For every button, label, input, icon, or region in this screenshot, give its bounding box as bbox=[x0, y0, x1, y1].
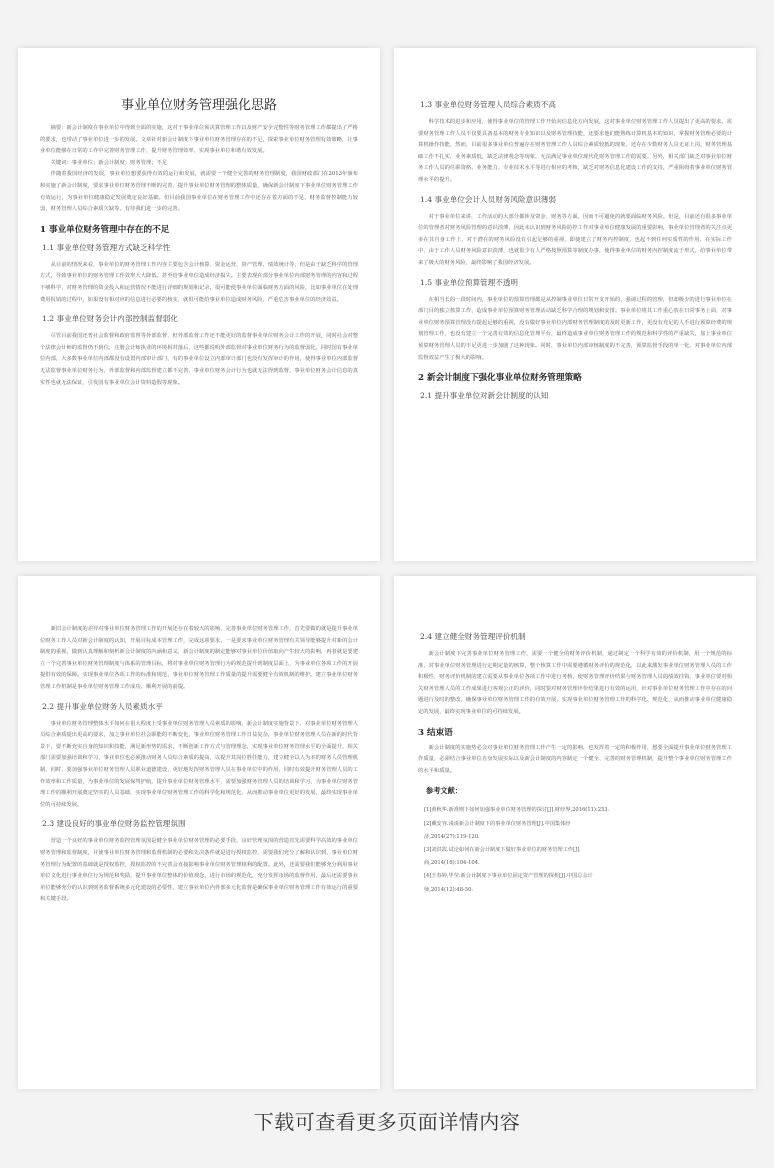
subsection-heading-2-3: 2.3 建设良好的事业单位财务监控管理氛围 bbox=[42, 819, 186, 829]
paragraph-1-3: 科学技术的进步和应用，使得事业单位的管理工作开始向信息化方向发展，这对事业单位财务管理工作人员提出了更高的要求，需要财务管理工作人员不仅要具备基本的财务专业知识以及财务管理技能，还要求他们能熟练计算机基本的知识，掌握财务管理必要的计算机操作技能，然而，目前很多事业单位普遍存在财务管理工作人员综合素质较低的现象，还存在少数财务人员无证上岗，财务管理基础工作不扎实，业务素质低，缺乏法律观念等现象，无法满足事业单位现代化财务管理工作的需要。另外，相关部门缺乏对事业单位财务工作人员的任职资格、业务能力、专业技术水平等进行相应的考核，缺乏对财务信息化建设工作的支持，严重阻碍着事业单位财务管理水平的提升。 bbox=[418, 119, 732, 183]
subsection-heading-2-1: 2.1 提升事业单位对新会计制度的认知 bbox=[420, 391, 549, 401]
references-heading: 参考文献： bbox=[426, 786, 462, 796]
reference-line: 商,2014(16):104-104. bbox=[424, 860, 480, 867]
document-page-1 bbox=[18, 48, 380, 561]
paragraph-2-4: 新会计制度下完善事业单位财务管理工作，需要一个健全的财务评价机制，通过制定一个科学有效的评价机制，用一个规范的标准，对事业单位财务管理进行定期定量的核算，整个核算工作中需要遵循财务评价的规范化，以此来激发事业单位财务管理人员的工作积极性，财务评价机制的建立需要从事业单位各项工作中进行考核，使财务管理评价结果与财务管理人员的绩效挂钩，事业单位要对相关财务管理人员的工作成果进行客观公正的评价，同时要对财务管理评价结果进行有效的运用，针对事业单位财务管理工作中存在的问题进行及时的整改，确保事业单位财务管理工作的有效开展，实现事业单位财务管理工作的科学化、规范化，从而推动事业单位健康稳定的发展，最终实现事业单位的可持续发展。 bbox=[418, 651, 732, 715]
document-page-2 bbox=[394, 48, 756, 561]
reference-line: [1]黄秋华.新准则下如何加强事业单位财务管理的探讨[J].财经界,2016(11):253. bbox=[424, 807, 610, 814]
subsection-heading-1-3: 1.3 事业单位财务管理人员综合素质不高 bbox=[420, 100, 556, 109]
abstract: 摘要：新会计制度在事业单位中得到全面的实施，这对于事业单位预决算管理工作以及财产安全完整性等财务管理工作都提出了严格的要求，也带动了事业单位进一步的发展。文章针对新会计制度下事业单位财务管理存在的不足，探索事业单位财务管理有效策略，让事业单位能够在日常的工作中完善财务管理工作，提升财务管理效率，实现事业单位和谐有效发展。 bbox=[40, 125, 358, 155]
reference-line: 师,2014(12):48-50. bbox=[424, 886, 474, 893]
paragraph-2-3: 营造一个良好的事业单位财务监控管理氛围是健全事业单位财务管理的必要手段，良好管理氛围的营造首先需要科学高效的事业单位财务管理和监督制度，并使事业单位财务管理和监督机制的必要和先决条件就是进行授权监控，需要我们充分了解和认识到，事业单位财务管理行为配置的基础就是授权监控，授权监控的不完善会直接影响事业单位财务管理权利的配置。此外，还需要我们能够充分利用事业单位文化进行事业单位行为规范和奖励，提升事业单位整体的价值观念，进行市场的规范化，充分发挥市场的监督作用，最后还需要事业单位能够充分的认识到财务监督系统多元化建设的必要性，建立事业单位内外部多元化监督是确保事业单位财务管理工作有效运行的重要和关键手段。 bbox=[40, 838, 358, 903]
subsection-heading-1-1: 1.1 事业单位财务管理方式缺乏科学性 bbox=[42, 242, 171, 252]
document-page-3 bbox=[18, 576, 380, 1089]
paragraph-1-1: 从目前的情况来看，事业单位的财务管理工作内容主要包含会计核算、资金运营、资产管理、绩效统计等，但是由于缺乏科学的管理方式，导致事业单位的财务管理工作效率大大降低。甚至给事业单位造成经济损失。主要表现在部分事业单位内部财务管理的内容和过程不够科学，对财务管理的资金投入和运营情况不能进行详细的规划和记录，很可能使事业单位面临财务方面的风险，比如事业单位在处理费用报销的过程中，如果没有相对应的信息进行必要的核实，就很可能给事业单位造成财务风险，严重危害事业单位的经济效益。 bbox=[40, 261, 358, 303]
reference-line: [3]刘洪霞.试论如何在新会计制度下做好事业单位的财务管理工作[J]. bbox=[424, 846, 581, 853]
intro-paragraph: 伴随着我国经济的发展，事业单位想要获得有效的运行和发展，就需要一个健全完善的财务管理制度，我国财政部门在2013年颁布和实施了新会计制度，要求事业单位财务管理不断的完善，提升事业单位财务管理的整体质量，确保新会计制度下事业单位财务管理工作有效运行，为事业单位健康稳定发展奠定良好基础。但目前我国事业单位在财务管理工作中还存在着方面的不足，财务监督控制能力较弱，财务管理人员综合素质欠缺等，有待我们进一步的完善。 bbox=[40, 171, 358, 213]
document-page-4 bbox=[394, 576, 756, 1089]
subsection-heading-1-5: 1.5 事业单位预算管理不透明 bbox=[420, 277, 519, 287]
paragraph-3: 新会计制度的实施势必会对事业单位财务管理工作产生一定的影响，也发挥着一定的积极作用，想要全面提升事业单位财务管理工作质量，必须结合事业单位自身发展实际以及新会计制度的内容制定一个健全、完善的财务管理机制，提升整个事业单位财务管理工作的水平和质量。 bbox=[418, 744, 732, 774]
paragraph-1-2: 尽管目前我国还普社会监督和政府监督等外部监督，但外部监督工作还不能更好的监督事业单位财务会计工作的开展，同时社会对整个法律会计师的监督仍不到位，注册会计师执业的环境相对落后，这些都说明外部监督对事业单位财务行为的监督弱化。同时国有事业单位内部，大多数事业单位内部都没有设置内部审计部门，有的事业单位设立内部审计部门也没有发挥审计的作用，使得事业单位内部监督无法监督事业单位财务行为，外部监督和内部监督建立都不完善，事业单位财务会计行为也就无法得到监督，事业单位财务会计信息的真实性也就无法保证，引发国有事业单位会计资料造假等现象。 bbox=[40, 333, 358, 386]
reference-line: 济,2014(27):119-120. bbox=[424, 833, 480, 840]
paragraph-1-4: 对于事业单位来讲，工作活动的大部分都涉及资金、财务等方面，因而不可避免的就要面临财务风险。但是，目前还有很多事业单位的管理者对财务风险管理的意识淡薄，因此未认识到财务风险防控工作对事业单位健康发展的重要影响，事业单位管理者的关注点更多在其自身工作上，对于潜在的财务风险没有引起足够的重视，即使建立了财务内控制度，也起不到任何实质性的作用，在实际工作中，由于工作人员财务风险意识淡薄，也就很少有人严格按照预算等制度办事，使得事业单位的财务内控制度流于形式，给事业单位带来了极大的财务风险，最终影响了我国经济发展。 bbox=[418, 213, 732, 266]
paragraph-2-2: 事业单位财务管理整体水平如何在很大程度上受事业单位财务管理人员素质的影响，新会计制度实施背景下，对事业单位财务管理人员综合素质提出更高的要求，加之事业单位社会职能的不断变化，事业单位财务管理工作日益复杂，事业单位财务管理人员在新的时代背景下，要不断充实自身的知识和技能，满足新形势的需求，不断创新工作方式与管理理念，实现事业单位财务管理水平的全面提升，相关部门需要加强培训和学习，事业单位也必须推动财务人员综合素质的提高，以提升其岗位胜任能力，建立健全以人为本的财务人员管理机制，同时，要加强事业单位财务管理人员职业道德建设，更好地发挥财务管理人员在事业单位中的作用，同时有效提升财务管理人员的工作效率和工作质量，为事业单位的发展保驾护航，提升事业单位财务管理水平，需要加强财务管理人员的培训和学习，为事业单位财务管理工作的顺利开展奠定坚实的人员基础，实现事业单位财务管理工作的科学化和规范化，从而推动事业单位更好的发展，最终实现事业单位的可持续发展。 bbox=[40, 720, 358, 808]
subsection-heading-1-4: 1.4 事业单位会计人员财务风险意识薄弱 bbox=[420, 194, 556, 204]
download-more-link[interactable]: 下载可查看更多页面详情内容 bbox=[253, 1110, 521, 1134]
paragraph-2-1: 新旧会计制度的差异对事业单位财务管理工作的开展还存在着较大的影响，完善事业单位财务管理工作，首先要做的就是提升事业单位财务工作人员对新会计制度的认知，开展目标成本管理工作，完成这项要求，一是要求事业单位财务管理有关领导能够提升对新的会计制度的重视，做到认真理解和刻析新会计制度的内涵和意义，新会计制度的制定能够对事业单位价值取向产生较大的影响，再者就是要建立一个完善事业单位财务管理制度与体系的管理目标，将对事业单位财务管理行为的规范提升到制度层面上，为事业单位各项工作的开展提供有效的保障。实现事业单位各项工作的标准和规范，事业单位财务管理工作质量的提升需要健全有效机制的维护，建立事业单位财务管理工作机制是事业单位财务管理工作成功、顺利开展的前提。 bbox=[40, 626, 358, 690]
document-title: 事业单位财务管理强化思路 bbox=[120, 98, 277, 113]
reference-line: [2]戴安容.浅谈新会计制度下的事业单位财务管理[J].中国集体经 bbox=[424, 820, 571, 827]
subsection-heading-1-2: 1.2 事业单位财务会计内部控制监督弱化 bbox=[42, 314, 178, 324]
keywords: 关键词：事业单位；新会计制度；财务管理；不足 bbox=[50, 159, 168, 166]
reference-line: [4]王春婷,毕莹.新会计制度下事业单位固定资产管理的探析[J].中国总会计 bbox=[424, 873, 593, 880]
section-heading-2: 2 新会计制度下强化事业单位财务管理策略 bbox=[418, 373, 582, 384]
paragraph-1-5: 在相当长的一段时间内，事业单位的预算管理都是从控制事业单位日常开支开始的，强调过程的管理，但却极少的进行事业单位在部门目的独立核算工作，造成事业单位预算财务管理活动缺乏科学合理的规划和安排。事业单位将其工作重心放在日常事务上面，对事业单位财务预算管理没有提起足够的重视，没有做好事业单位内部财务管理制度的及时更新工作，更没有充足的人手进行预算经费的规划管理工作，也没有建立一个完善有效的信息化管理平台，最终造成事业单位财务管理工作的规范和科学性的严重缺失，加上事业单位预算财务管理人员的不足更进一步加剧了这种现象。同时，事业单位内部审核制度的不完善，预算监督手段的单一化，对事业单位内部监督效益产生了极大的影响。 bbox=[418, 296, 732, 361]
subsection-heading-2-2: 2.2 提升事业单位财务人员素质水平 bbox=[42, 701, 163, 711]
subsection-heading-2-4: 2.4 建立健全财务管理评价机制 bbox=[420, 632, 526, 641]
section-heading-1: 1 事业单位财务管理中存在的不足 bbox=[40, 224, 170, 235]
section-heading-3: 3 结束语 bbox=[418, 727, 453, 738]
